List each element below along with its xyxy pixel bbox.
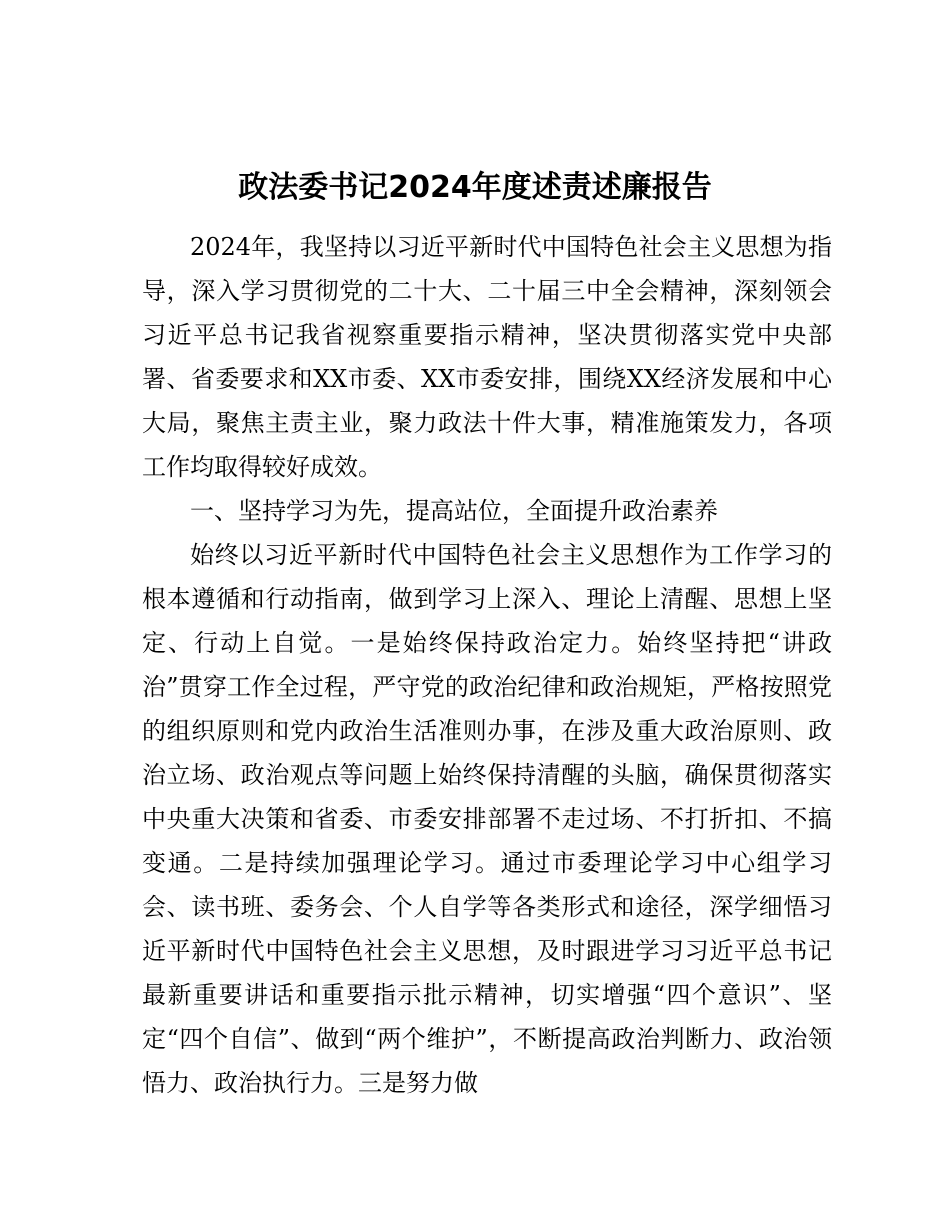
section-heading: 一、坚持学习为先，提高站位，全面提升政治素养: [190, 497, 718, 525]
document-title: 政法委书记2024年度述责述廉报告: [238, 170, 712, 205]
section-paragraph: 始终以习近平新时代中国特色社会主义思想作为工作学习的根本遵循和行动指南，做到学习上深入、理论上清醒、思想上坚定、行动上自觉。一是始终保持政治定力。始终坚持把“讲政治”贯穿工作全过程，严守党的政治纪律和政治规矩，严格按照党的组织原则和党内政治生活准则办事，在涉及重大政治原则、政治立场、政治观点等问题上始终保持清醒的头脑，确保贯彻落实中央重大决策和省委、市委安排部署不走过场、不打折扣、不搞变通。二是持续加强理论学习。通过市委理论学习中心组学习会、读书班、委务会、个人自学等各类形式和途径，深学细悟习近平新时代中国特色社会主义思想，及时跟进学习习近平总书记最新重要讲话和重要指示批示精神，切实增强“四个意识”、坚定“四个自信”、做到“两个维护”，不断提高政治判断力、政治领悟力、政治执行力。三是努力做: [142, 541, 832, 1097]
intro-paragraph: 2024年，我坚持以习近平新时代中国特色社会主义思想为指导，深入学习贯彻党的二十大、二十届三中全会精神，深刻领会习近平总书记我省视察重要指示精神，坚决贯彻落实党中央部署、省委要求和XX市委、XX市委安排，围绕XX经济发展和中心大局，聚焦主责主业，聚力政法十件大事，精准施策发力，各项工作均取得较好成效。: [142, 233, 832, 481]
document-body: [142, 225, 832, 1105]
